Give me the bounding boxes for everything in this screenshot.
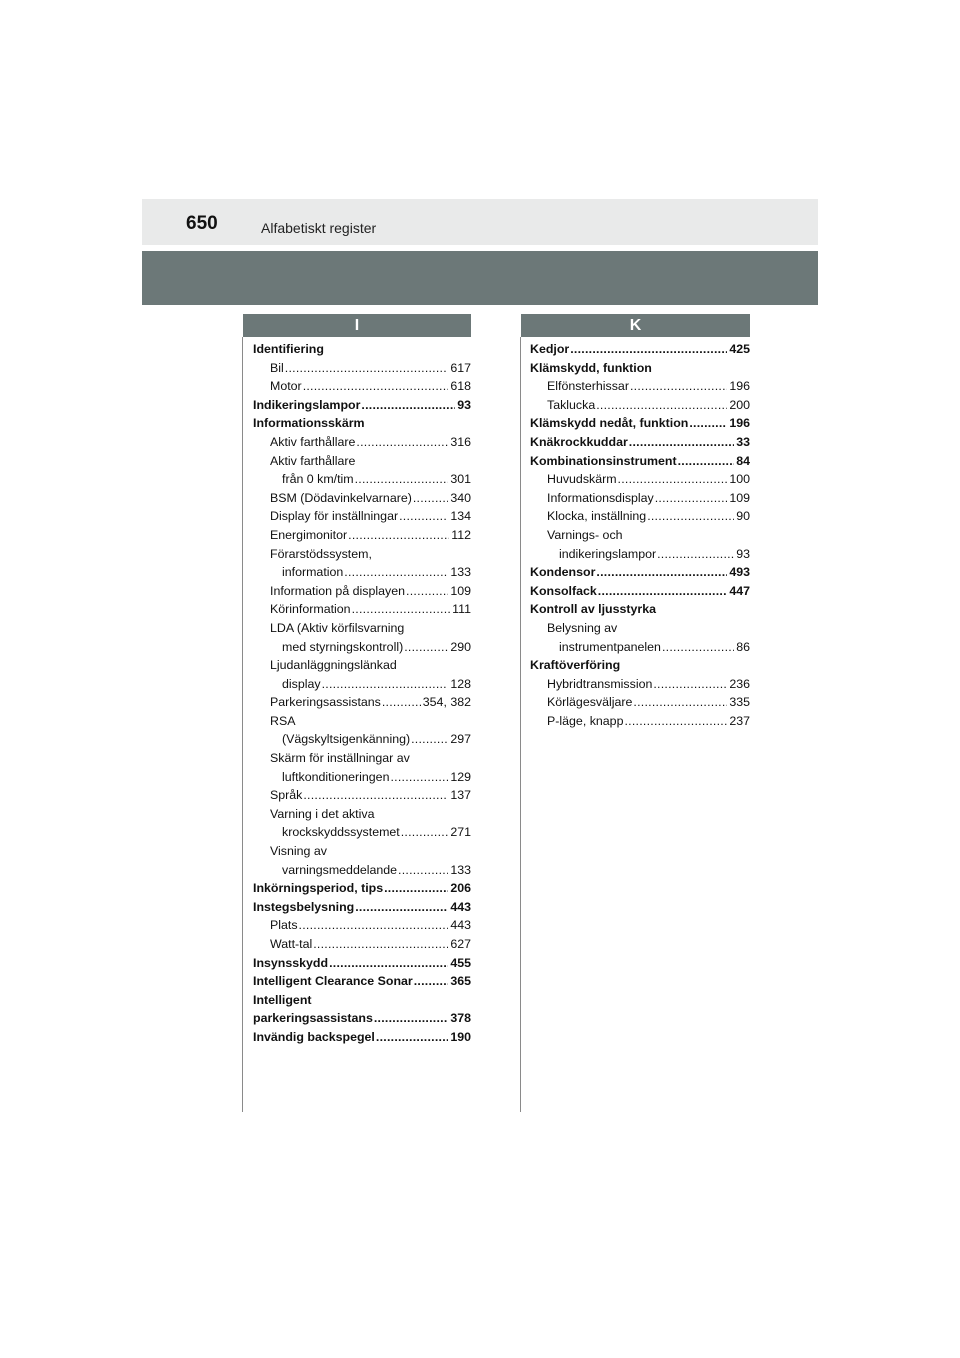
index-entry: Knäkrockkuddar . . . 33 — [530, 433, 750, 452]
index-entry: Körlägesväljare . . . 335 — [530, 693, 750, 712]
letter-header-i: I — [243, 314, 471, 337]
page-ref: 112 — [451, 527, 471, 542]
page-ref: 33 — [736, 434, 750, 449]
index-entry: Instegsbelysning . . . 443 — [253, 898, 471, 917]
page-ref: 134 — [450, 509, 471, 524]
page-ref: 206 — [450, 881, 471, 896]
index-subheading: Visning av — [270, 844, 327, 859]
page-number: 650 — [186, 213, 218, 234]
header-dark-band — [142, 251, 818, 305]
index-entry: BSM (Dödavinkelvarnare) . . . 340 — [253, 489, 471, 508]
index-entry: Klämskydd nedåt, funktion . . . 196 — [530, 414, 750, 433]
page-ref: 190 — [450, 1029, 471, 1044]
page-ref: 129 — [450, 769, 471, 784]
index-subheading: LDA (Aktiv körfilsvarning — [270, 620, 405, 635]
index-entry: Bil . . . 617 — [253, 359, 471, 378]
page-ref: 443 — [450, 899, 471, 914]
page-ref: 316 — [450, 434, 471, 449]
section-title: Alfabetiskt register — [261, 220, 377, 236]
index-entry: Plats . . . 443 — [253, 916, 471, 935]
page-ref: 236 — [729, 676, 750, 691]
index-heading: Informationsskärm — [253, 416, 365, 431]
page-ref: 109 — [729, 490, 750, 505]
page-ref: 93 — [457, 397, 471, 412]
index-entry: instrumentpanelen . . . 86 — [530, 638, 750, 657]
index-entry: Display för inställningar . . . 134 — [253, 507, 471, 526]
index-entry: Elfönsterhissar . . . 196 — [530, 377, 750, 396]
index-entry: Insynsskydd . . . 455 — [253, 954, 471, 973]
index-entry: display . . . 128 — [253, 675, 471, 694]
page-ref: 86 — [736, 639, 750, 654]
column-divider — [520, 337, 521, 1112]
index-subheading: RSA — [270, 713, 296, 728]
index-entry: Indikeringslampor . . . 93 — [253, 396, 471, 415]
page-ref: 137 — [450, 788, 471, 803]
index-entry: Inkörningsperiod, tips . . . 206 — [253, 879, 471, 898]
page-ref: 493 — [729, 565, 750, 580]
index-entry: Energimonitor . . . 112 — [253, 526, 471, 545]
page-ref: 340 — [450, 490, 471, 505]
index-entry: Watt-tal . . . 627 — [253, 935, 471, 954]
index-heading: Kontroll av ljusstyrka — [530, 602, 657, 617]
page-ref: 93 — [736, 546, 750, 561]
index-entry: Hybridtransmission . . . 236 — [530, 675, 750, 694]
index-subheading: Ljudanläggningslänkad — [270, 658, 397, 673]
index-heading: Klämskydd, funktion — [530, 360, 652, 375]
index-entry: Körinformation . . . 111 — [253, 600, 471, 619]
index-entry: Intelligent Clearance Sonar . . . 365 — [253, 972, 471, 991]
index-entry: indikeringslampor . . . 93 — [530, 545, 750, 564]
page-ref: 365 — [450, 974, 471, 989]
index-subheading: Varning i det aktiva — [270, 806, 375, 821]
index-entry: krockskyddssystemet . . . 271 — [253, 823, 471, 842]
page-ref: 200 — [729, 397, 750, 412]
index-entry: Taklucka . . . 200 — [530, 396, 750, 415]
index-entry: Språk . . . 137 — [253, 786, 471, 805]
index-entry: Klocka, inställning . . . 90 — [530, 507, 750, 526]
page-ref: 84 — [736, 453, 750, 468]
page-ref: 447 — [729, 583, 750, 598]
page-ref: 128 — [450, 676, 471, 691]
page-ref: 196 — [729, 379, 750, 394]
page-ref: 617 — [450, 360, 471, 375]
index-entry: från 0 km/tim . . . 301 — [253, 470, 471, 489]
index-entry: P-läge, knapp . . . 237 — [530, 712, 750, 731]
index-entry: Kondensor . . . 493 — [530, 563, 750, 582]
index-entry: Aktiv farthållare . . . 316 — [253, 433, 471, 452]
page-ref: 90 — [736, 509, 750, 524]
page-ref: 271 — [450, 825, 471, 840]
page-ref: 618 — [450, 379, 471, 394]
index-entry: Parkeringsassistans . . . 354, 382 — [253, 693, 471, 712]
index-subheading: Skärm för inställningar av — [270, 751, 410, 766]
page-ref: 378 — [450, 1011, 471, 1026]
page-ref: 425 — [729, 342, 750, 356]
page-ref: 109 — [450, 583, 471, 598]
header-band — [142, 199, 818, 245]
page-ref: 335 — [729, 695, 750, 710]
page-ref: 111 — [452, 602, 471, 617]
index-entry: Motor . . . 618 — [253, 377, 471, 396]
index-subheading: Aktiv farthållare — [270, 453, 356, 468]
index-heading: Kraftöverföring — [530, 658, 621, 673]
index-entry: Kedjor . . . 425 — [530, 340, 750, 359]
page-ref: 301 — [450, 472, 471, 487]
index-subheading: Förarstödssystem, — [270, 546, 372, 561]
index-column-k — [530, 340, 750, 730]
index-entry: (Vägskyltsigenkänning) . . . 297 — [253, 730, 471, 749]
index-entry: Information på displayen . . . 109 — [253, 582, 471, 601]
index-column-i — [253, 340, 471, 1047]
index-heading: Identifiering — [253, 342, 324, 356]
page-ref: 100 — [729, 472, 750, 487]
index-entry: varningsmeddelande . . . 133 — [253, 861, 471, 880]
page-ref: 455 — [450, 955, 471, 970]
index-subheading: Varnings- och — [547, 527, 623, 542]
index-entry: Huvudskärm . . . 100 — [530, 470, 750, 489]
page-ref: 290 — [450, 639, 471, 654]
index-entry: Informationsdisplay . . . 109 — [530, 489, 750, 508]
page-ref: 627 — [450, 937, 471, 951]
page-ref: 237 — [729, 713, 750, 728]
index-entry: med styrningskontroll) . . . 290 — [253, 638, 471, 657]
column-divider — [242, 337, 243, 1112]
index-entry: parkeringsassistans . . . 378 — [253, 1009, 471, 1028]
index-entry: Kombinationsinstrument . . . 84 — [530, 452, 750, 471]
page-ref: 443 — [450, 918, 471, 933]
page-ref: 133 — [450, 565, 471, 580]
index-entry: Konsolfack . . . 447 — [530, 582, 750, 601]
index-entry: luftkonditioneringen . . . 129 — [253, 768, 471, 787]
page-ref: 133 — [450, 862, 471, 877]
index-entry: Invändig backspegel . . . 190 — [253, 1028, 471, 1047]
index-subheading: Belysning av — [547, 620, 618, 635]
index-heading: Intelligent — [253, 992, 312, 1007]
page-ref: 297 — [450, 732, 471, 747]
page-ref: 354, 382 — [422, 695, 471, 710]
letter-header-k: K — [521, 314, 750, 337]
page-ref: 196 — [729, 416, 750, 431]
index-entry: information . . . 133 — [253, 563, 471, 582]
